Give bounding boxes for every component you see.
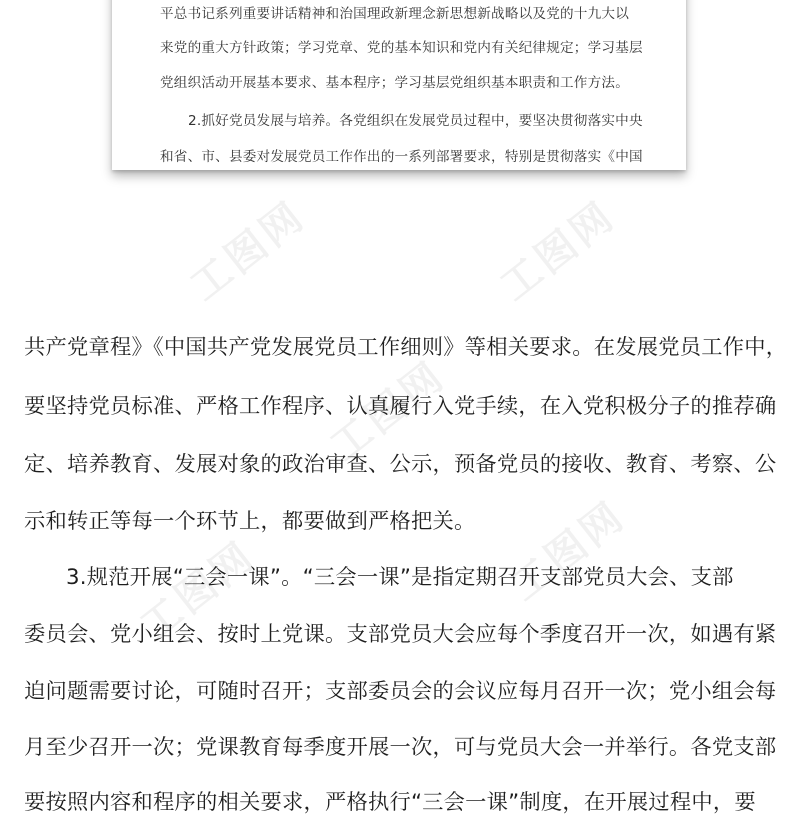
body-text-line: 要按照内容和程序的相关要求，严格执行“三会一课”制度，在开展过程中，要 — [24, 790, 756, 815]
watermark: 工图网 — [131, 532, 265, 651]
body-text-line: 月至少召开一次；党课教育每季度开展一次，可与党员大会一并举行。各党支部 — [24, 735, 777, 760]
watermark: 工图网 — [181, 192, 315, 311]
body-text-line: 共产党章程》《中国共产党发展党员工作细则》等相关要求。在发展党员工作中， — [24, 335, 788, 360]
body-text-line: 示和转正等每一个环节上，都要做到严格把关。 — [24, 509, 476, 534]
body-text-line: 委员会、党小组会、按时上党课。支部党员大会应每个季度召开一次，如遇有紧 — [24, 622, 777, 647]
body-text-line: 定、培养教育、发展对象的政治审查、公示，预备党员的接收、教育、考察、公 — [24, 452, 777, 477]
card-text-line: 平总书记系列重要讲话精神和治国理政新理念新思想新战略以及党的十九大以 — [160, 6, 629, 22]
card-text-line: 和省、市、县委对发展党员工作作出的一系列部署要求，特别是贯彻落实《中国 — [160, 149, 643, 165]
body-text-line: 要坚持党员标准、严格工作程序、认真履行入党手续，在入党积极分子的推荐确 — [24, 394, 777, 419]
watermark: 工图网 — [491, 192, 625, 311]
card-text-line: 党组织活动开展基本要求、基本程序；学习基层党组织基本职责和工作方法。 — [160, 75, 629, 91]
watermark: 工图网 — [321, 352, 455, 471]
watermark: 工图网 — [501, 492, 635, 611]
page-preview-card — [112, 0, 686, 170]
card-text-line: 2.抓好党员发展与培养。各党组织在发展党员过程中，要坚决贯彻落实中央 — [188, 113, 643, 129]
body-text-line: 3.规范开展“三会一课”。“三会一课”是指定期召开支部党员大会、支部 — [66, 565, 734, 590]
body-text-line: 迫问题需要讨论，可随时召开；支部委员会的会议应每月召开一次；党小组会每 — [24, 679, 777, 704]
card-text-line: 来党的重大方针政策；学习党章、党的基本知识和党内有关纪律规定；学习基层 — [160, 40, 643, 56]
